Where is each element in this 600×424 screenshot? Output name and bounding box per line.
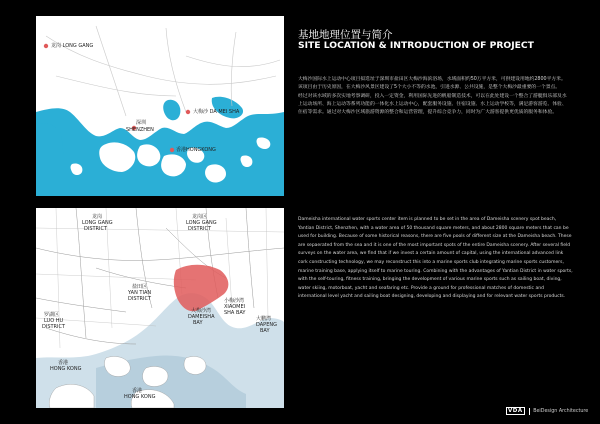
intro-chinese [298,76,568,117]
district-map [36,208,284,408]
map2-label-yantian-en1: YAN TIAN [128,290,152,296]
map2-label-yantian-cn: 盐田区 [132,284,148,290]
map1-label-hongkong-en: HONGKONG [186,147,216,153]
map2-label-hk2-cn: 香港 [132,388,143,394]
map1-label-shenzhen-cn: 深圳 [136,120,147,126]
map2-label-dapeng-cn: 大鹏湾 [256,316,272,322]
intro-cn-p3: 经过对该水域的多次实地考察调研，投入一定资金，利用国际先进的帆船制造技术，可以在此处建设一个整合了游艇俱乐部及水上运动场所、海上运动等系列功能的一体化水上运动中心，配套服务设施、住宿设施、水上运动学校等，满足游客游览、体验、住宿等需求。通过对大梅沙区域旅游资源的整合和运营管理，提升综合竞争力，同时为广大游客提供更优质的服务和体验。 [298,93,567,116]
logo-mark: VDA [508,408,523,414]
map1-label-hongkong-cn: 香港 [176,147,187,153]
regional-location-map [36,16,284,196]
map2-label-longgang2-en2: DISTRICT [188,226,212,232]
firm-logo [506,407,588,415]
intro-cn-p2: 该项目由于历史原因，在大梅沙风景区建设了5个大小不等的水池，引进水源、公共设施，是整个大梅沙最重要的一个景点。 [298,85,561,91]
map2-label-xiaomeisha-cn: 小梅沙湾 [224,298,245,304]
map2-label-longgang-en2: DISTRICT [84,226,108,232]
intro-en-p1: Dameisha international water sports center item is planned to be set in the area of Dameisha scenery spot beach, Yantian District, Shenzhen, with a water area of 50 thousand square meters, and about 2800 square meters that can be used for building. Because of some historical reasons, there are five pools of different size at the Dameisha beach. These are sepaerated from the sea and it is one of the most important spots of the entire Dameisha scenery. After several field surveys on the water area, we find that if we invest a certain amount of capital, using the international advanced link cork constructing technology, we may reconstruct this into a marine sports club integrating marine sports customers, marine training base, applying itself to marine touring. Combining with the advantages of Yantian District in water sports, with the self-touring, fitness training, bringing the development of various marine sports such as sailing boat, diving, water skiing, motorboat, yacht and seafaring etc. Provide a ground for professional matches of domestic and international level yacht and sailing boat designing, developing and displaying and for relevant water sports products. [298,217,573,300]
map2-label-hk1-en: HONG KONG [50,366,82,372]
map2-label-longgang2-en1: LONG GANG [186,220,217,226]
map2-label-dameisha-en2: BAY [193,320,203,326]
map1-label-dameisha: 大梅沙 DA MEI SHA [193,109,240,115]
map2-label-dapeng-en2: BAY [260,328,270,334]
title-chinese: 基地地理位置与简介 [298,29,393,41]
title-english: SITE LOCATION & INTRODUCTION OF PROJECT [298,40,534,51]
map2-label-luohu-en1: LUO HU [44,318,64,324]
map2-label-yantian-en2: DISTRICT [128,296,152,302]
map2-label-luohu-en2: DISTRICT [42,324,66,330]
map2-label-xiaomeisha-en2: SHA BAY [224,310,246,316]
logo-separator [529,408,530,415]
map2-label-dameisha-cn: 大梅沙湾 [191,308,212,314]
map2-label-longgang-cn: 龙岗 [92,214,103,220]
district-map-graphic [36,208,284,408]
map2-label-longgang-en1: LONG GANG [82,220,113,226]
map2-label-longgang2-cn: 龙岗区 [192,214,208,220]
map2-label-hk1-cn: 香港 [58,360,69,366]
map2-label-hk2-en: HONG KONG [124,394,156,400]
map2-label-dameisha-en1: DAMEISHA [188,314,215,320]
map1-label-longgang: 龙岗 LONG GANG [51,43,94,49]
logo-name: BeiDesign Architecture [533,408,589,414]
map2-label-dapeng-en1: DAPENG [256,322,277,328]
map2-label-xiaomeisha-en1: XIAOMEI [224,304,246,310]
map2-label-luohu-cn: 罗湖区 [44,312,60,318]
intro-english [298,216,573,302]
intro-cn-p1: 大梅沙国际水上运动中心项目拟选址于深圳市盐田区大梅沙海滨浴场，水域面积约50万平方米，可供建设用地约2800平方米。 [298,77,566,82]
map1-label-shenzhen-en: SHENZHEN [126,127,154,133]
